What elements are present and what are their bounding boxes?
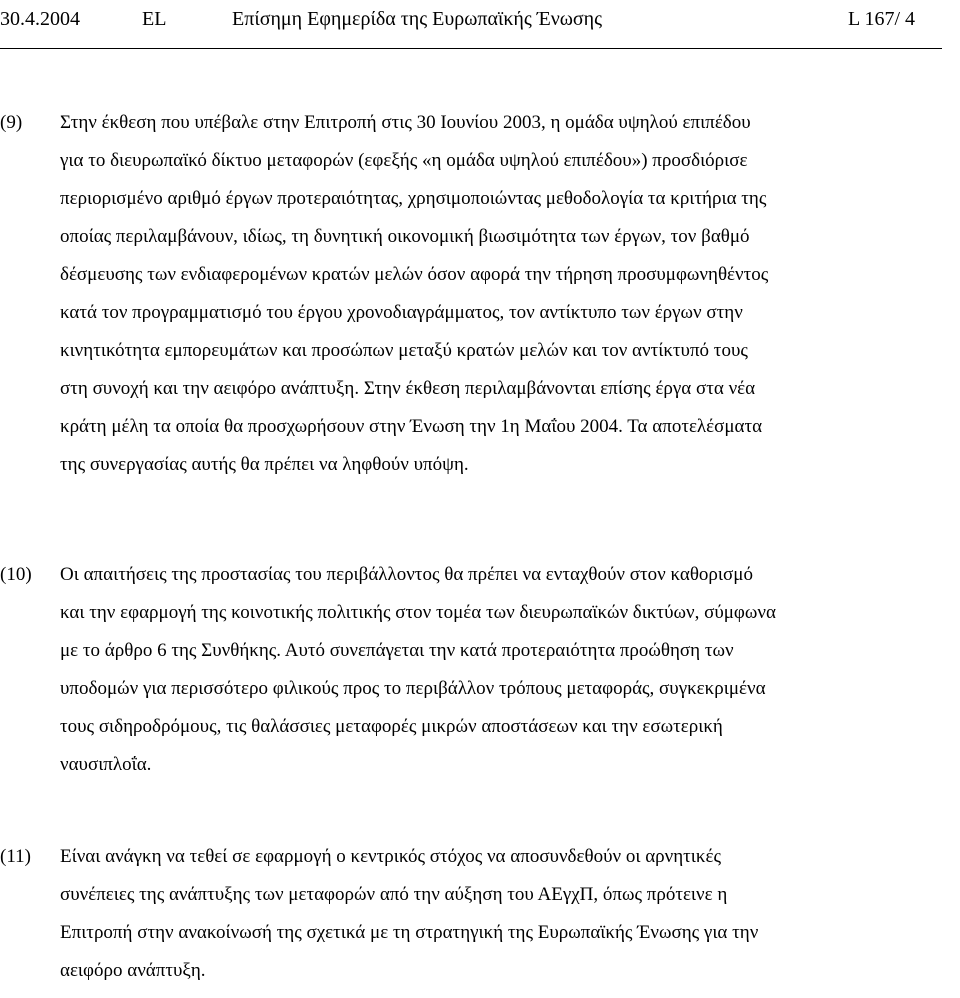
- recital-number: (10): [0, 564, 32, 585]
- text-line: ναυσιπλοΐα.: [60, 754, 152, 775]
- text-line: οποίας περιλαμβάνουν, ιδίως, τη δυνητική οικονομική βιωσιμότητα των έργων, τον βαθμό: [60, 226, 750, 247]
- text-line: υποδομών για περισσότερο φιλικούς προς το περιβάλλον τρόπους μεταφοράς, συγκεκριμένα: [60, 678, 766, 699]
- text-line: Επιτροπή στην ανακοίνωσή της σχετικά με τη στρατηγική της Ευρωπαϊκής Ένωσης για την: [60, 922, 759, 943]
- text-line: Οι απαιτήσεις της προστασίας του περιβάλλοντος θα πρέπει να ενταχθούν στον καθορισμό: [60, 564, 753, 585]
- recital-number: (11): [0, 846, 31, 867]
- text-line: στη συνοχή και την αειφόρο ανάπτυξη. Στην έκθεση περιλαμβάνονται επίσης έργα στα νέα: [60, 378, 756, 399]
- recital-number: (9): [0, 112, 23, 133]
- text-line: Είναι ανάγκη να τεθεί σε εφαρμογή ο κεντρικός στόχος να αποσυνδεθούν οι αρνητικές: [60, 846, 721, 867]
- recital-text: [60, 838, 960, 990]
- recital-text: [60, 556, 960, 784]
- page-reference: L 167/ 4: [848, 8, 916, 30]
- text-line: τους σιδηροδρόμους, τις θαλάσσιες μεταφορές μικρών αποστάσεων και την εσωτερική: [60, 716, 723, 737]
- text-line: κινητικότητα εμπορευμάτων και προσώπων μεταξύ κρατών μελών και τον αντίκτυπό τους: [60, 340, 748, 361]
- text-line: κατά τον προγραμματισμό του έργου χρονοδιαγράμματος, τον αντίκτυπο των έργων στην: [60, 302, 743, 323]
- text-line: περιορισμένο αριθμό έργων προτεραιότητας, χρησιμοποιώντας μεθοδολογία τα κριτήρια της: [60, 188, 767, 209]
- recital-text: [60, 104, 960, 484]
- text-line: Στην έκθεση που υπέβαλε στην Επιτροπή στις 30 Ιουνίου 2003, η ομάδα υψηλού επιπέδου: [60, 112, 751, 133]
- text-line: για το διευρωπαϊκό δίκτυο μεταφορών (εφεξής «η ομάδα υψηλού επιπέδου») προσδιόρισε: [60, 150, 748, 171]
- text-line: συνέπειες της ανάπτυξης των μεταφορών από την αύξηση του ΑΕγχΠ, όπως πρότεινε η: [60, 884, 728, 905]
- text-line: δέσμευσης των ενδιαφερομένων κρατών μελών όσον αφορά την τήρηση προσυμφωνηθέντος: [60, 264, 769, 285]
- text-line: και την εφαρμογή της κοινοτικής πολιτικής στον τομέα των διευρωπαϊκών δικτύων, σύμφωνα: [60, 602, 776, 623]
- text-line: κράτη μέλη τα οποία θα προσχωρήσουν στην Ένωση την 1η Μαΐου 2004. Τα αποτελέσματα: [60, 416, 763, 437]
- publication-date: 30.4.2004: [0, 8, 80, 30]
- journal-title: Επίσημη Εφημερίδα της Ευρωπαϊκής Ένωσης: [232, 8, 603, 30]
- header-divider: [0, 48, 942, 49]
- text-line: της συνεργασίας αυτής θα πρέπει να ληφθούν υπόψη.: [60, 454, 469, 475]
- text-line: με το άρθρο 6 της Συνθήκης. Αυτό συνεπάγεται την κατά προτεραιότητα προώθηση των: [60, 640, 734, 661]
- text-line: αειφόρο ανάπτυξη.: [60, 960, 206, 981]
- page-header: [0, 0, 960, 38]
- language-code: EL: [142, 8, 167, 30]
